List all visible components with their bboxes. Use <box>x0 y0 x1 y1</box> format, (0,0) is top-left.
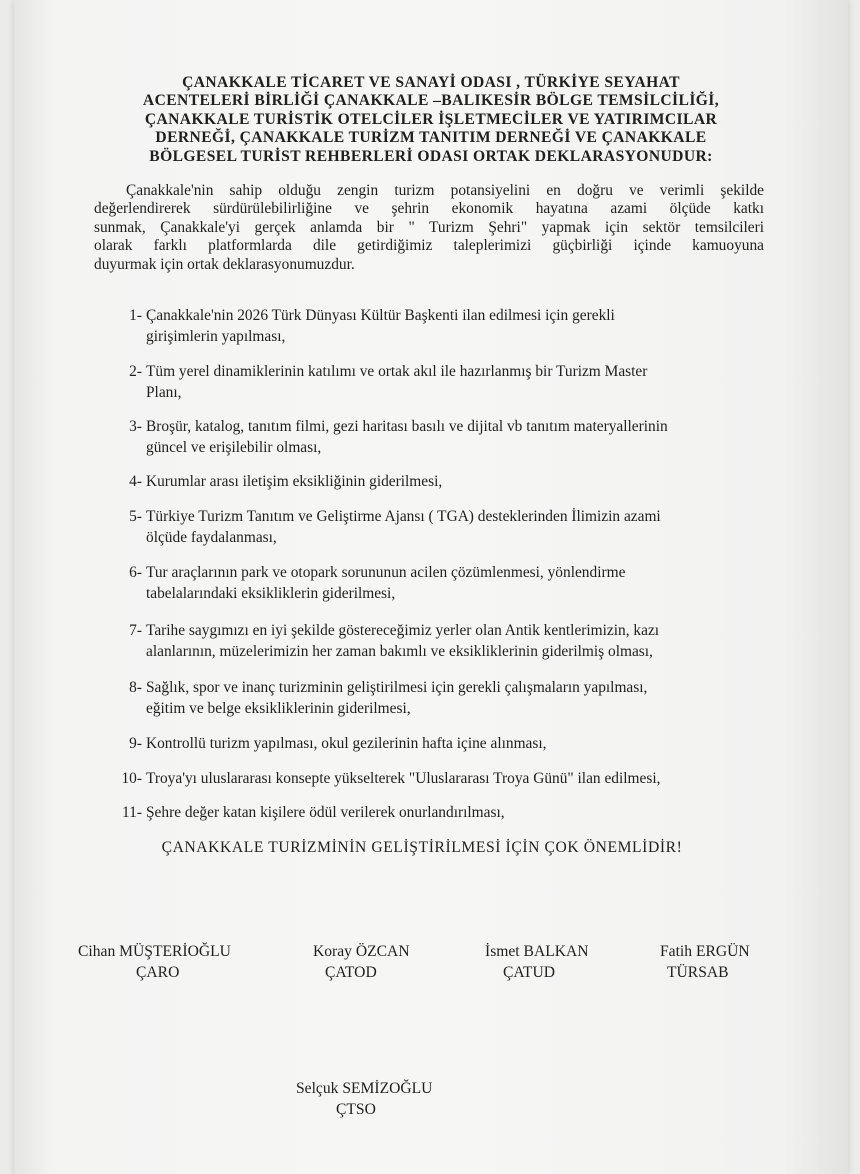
intro-paragraph <box>94 182 764 274</box>
item-number: 3- <box>129 418 142 435</box>
item-text <box>146 620 766 662</box>
item-line: Türkiye Turizm Tanıtım ve Geliştirme Ajansı ( TGA) desteklerinden İlimizin azami <box>146 508 661 525</box>
item-number: 1- <box>129 307 142 324</box>
intro-line: değerlendirerek sürdürülebilirliğine ve şehrin ekonomik hayatına azami ölçüde katkı <box>94 200 764 218</box>
item-line: Troya'yı uluslararası konsepte yükselterek "Uluslararası Troya Günü" ilan edilmesi, <box>146 770 661 787</box>
item-text <box>146 733 766 754</box>
title-line: BÖLGESEL TURİST REHBERLERİ ODASI ORTAK DEKLARASYONUDUR: <box>149 147 713 165</box>
signatory-org: ÇATUD <box>503 964 555 981</box>
signatory-org: ÇATOD <box>325 964 377 981</box>
item-number: 8- <box>129 679 142 696</box>
item-line: Broşür, katalog, tanıtım filmi, gezi haritası basılı ve dijital vb tanıtım materyallerinin <box>146 418 668 435</box>
item-text <box>146 802 766 823</box>
item-line: alanlarının, müzelerimizin her zaman bakımlı ve eksikliklerinin giderilmiş olması, <box>146 643 653 660</box>
signature-block <box>296 1078 432 1120</box>
intro-line: duyurmak için ortak deklarasyonumuzdur. <box>94 255 355 273</box>
item-text <box>146 305 766 347</box>
item-line: ölçüde faydalanması, <box>146 529 277 546</box>
signatory-org: ÇARO <box>136 964 180 981</box>
signatory-name: Fatih ERGÜN <box>660 943 750 960</box>
signature-block <box>78 941 231 983</box>
item-line: Tarihe saygımızı en iyi şekilde göstereceğimiz yerler olan Antik kentlerimizin, kazı <box>146 622 660 639</box>
signatory-org: ÇTSO <box>336 1101 376 1118</box>
item-number: 7- <box>129 622 142 639</box>
signatory-org: TÜRSAB <box>667 964 729 981</box>
item-line: Tüm yerel dinamiklerinin katılımı ve ortak akıl ile hazırlanmış bir Turizm Master <box>146 363 648 380</box>
closing-text: ÇANAKKALE TURİZMİNİN GELİŞTİRİLMESİ İÇİN ÇOK ÖNEMLİDİR! <box>161 839 683 856</box>
item-text <box>146 768 766 789</box>
item-line: Kurumlar arası iletişim eksikliğinin giderilmesi, <box>146 473 443 490</box>
signatory-name: Koray ÖZCAN <box>313 943 410 960</box>
item-line: eğitim ve belge eksikliklerinin giderilmesi, <box>146 700 411 717</box>
intro-line: sunmak, Çanakkale'yi gerçek anlamda bir " Turizm Şehri" yapmak için sektör temsilcileri <box>94 218 764 236</box>
item-line: güncel ve erişilebilir olması, <box>146 439 322 456</box>
item-text <box>146 416 766 458</box>
title-line: ÇANAKKALE TİCARET VE SANAYİ ODASI , TÜRKİYE SEYAHAT <box>182 74 680 91</box>
item-text <box>146 361 766 403</box>
item-text <box>146 562 766 604</box>
item-line: Çanakkale'nin 2026 Türk Dünyası Kültür Başkenti ilan edilmesi için gerekli <box>146 307 615 324</box>
item-line: Şehre değer katan kişilere ödül verilerek onurlandırılması, <box>146 804 505 821</box>
item-number: 11- <box>122 804 142 821</box>
signatory-name: Selçuk SEMİZOĞLU <box>296 1080 433 1097</box>
item-line: Planı, <box>146 384 182 401</box>
item-text <box>146 506 766 548</box>
intro-line: olarak farklı platformlarda dile getirdiğimiz taleplerimizi güçbirliği içinde kamuoyuna <box>94 237 764 255</box>
item-number: 4- <box>129 473 142 490</box>
signatory-name: İsmet BALKAN <box>485 943 589 960</box>
item-text <box>146 677 766 719</box>
item-text <box>146 471 766 492</box>
signatory-name: Cihan MÜŞTERİOĞLU <box>78 943 231 960</box>
intro-line: Çanakkale'nin sahip olduğu zengin turizm potansiyelini en doğru ve verimli şekilde <box>126 182 764 199</box>
item-line: Tur araçlarının park ve otopark sorununun acilen çözümlenmesi, yönlendirme <box>146 564 626 581</box>
item-line: Kontrollü turizm yapılması, okul gezilerinin hafta içine alınması, <box>146 735 547 752</box>
item-number: 5- <box>129 508 142 525</box>
closing-statement <box>0 839 860 857</box>
item-line: girişimlerin yapılması, <box>146 328 286 345</box>
item-number: 9- <box>129 735 142 752</box>
item-line: tabelalarındaki eksikliklerin giderilmesi, <box>146 585 396 602</box>
signature-block <box>660 941 750 983</box>
item-number: 2- <box>129 363 142 380</box>
item-number: 6- <box>129 564 142 581</box>
title-line: ACENTELERİ BİRLİĞİ ÇANAKKALE –BALIKESİR BÖLGE TEMSİLCİLİĞİ, <box>142 92 720 110</box>
title-line: ÇANAKKALE TURİSTİK OTELCİLER İŞLETMECİLER VE YATIRIMCILAR <box>144 110 718 128</box>
item-line: Sağlık, spor ve inanç turizminin geliştirilmesi için gerekli çalışmaların yapılması, <box>146 679 648 696</box>
declaration-title <box>96 74 766 166</box>
title-line: DERNEĞİ, ÇANAKKALE TURİZM TANITIM DERNEĞİ VE ÇANAKKALE <box>155 129 707 147</box>
signature-block <box>313 941 410 983</box>
item-number: 10- <box>121 770 142 787</box>
signature-block <box>485 941 589 983</box>
